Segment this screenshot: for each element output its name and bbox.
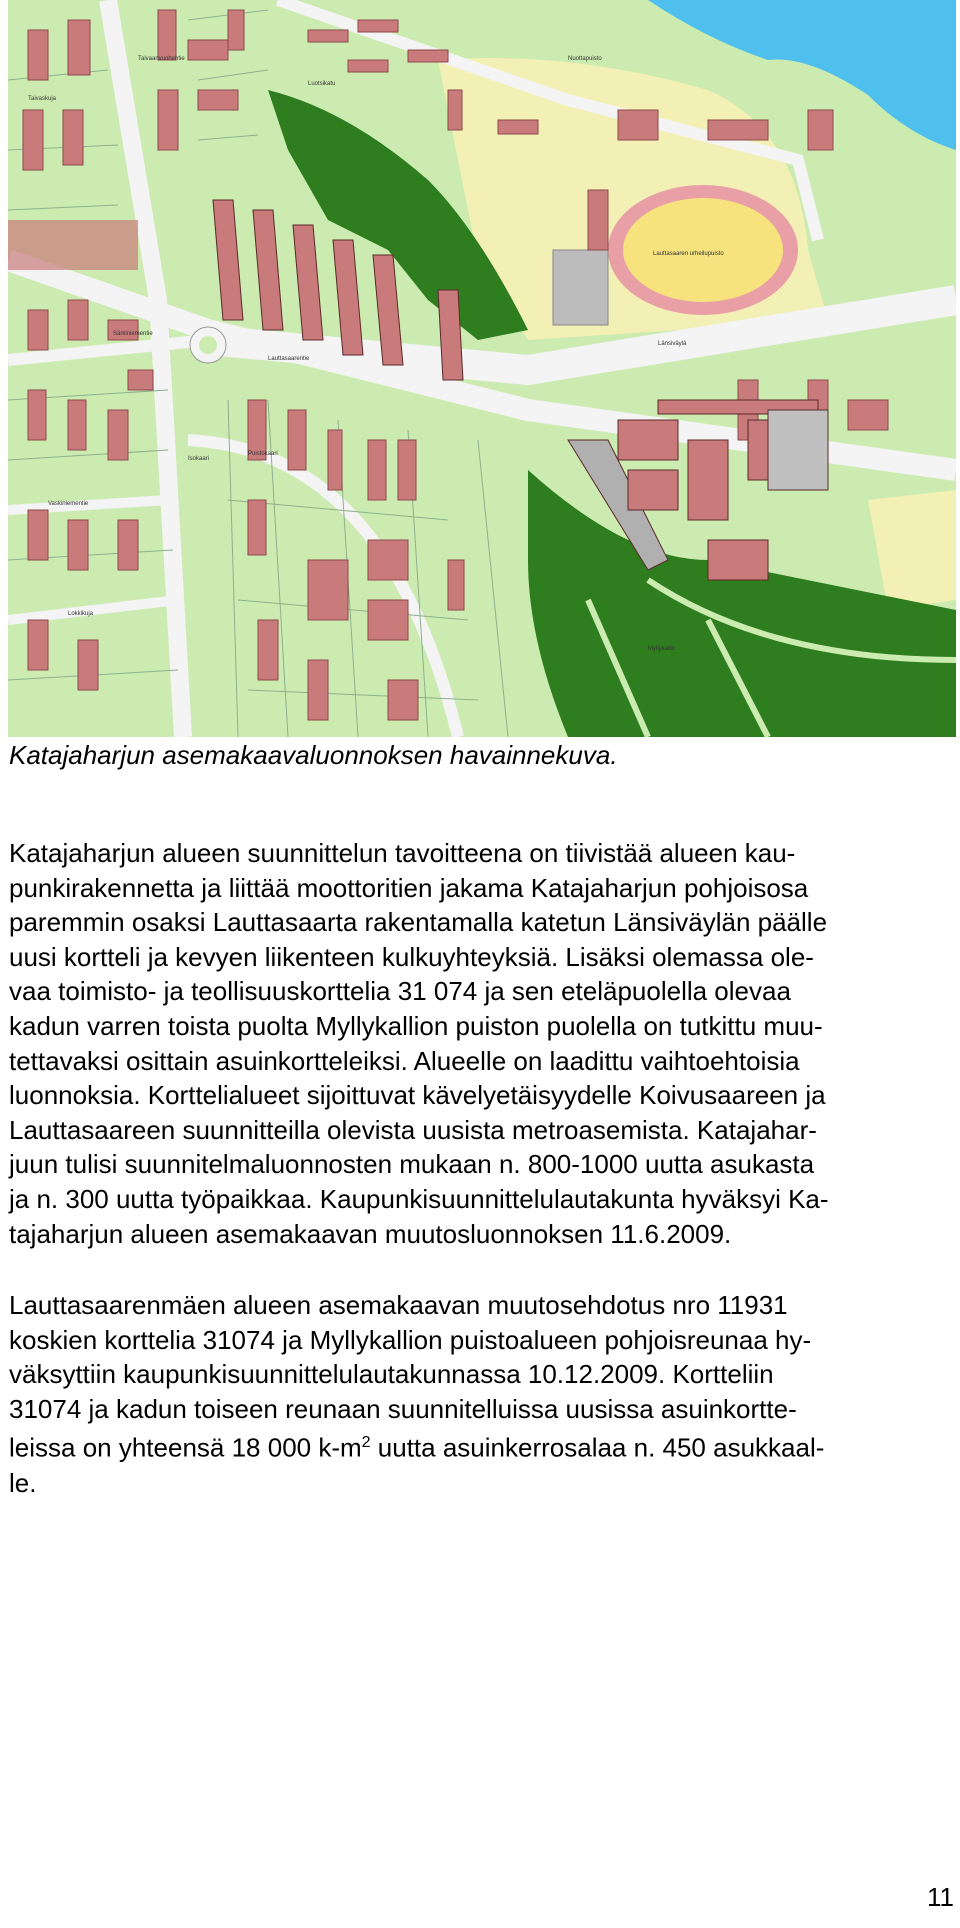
map-label: Isokaari — [188, 456, 210, 462]
text-line — [9, 1426, 953, 1465]
text-line: 31074 ja kadun toiseen reunaan suunnitelluissa uusissa asuinkortte- — [9, 1393, 797, 1424]
tennis-courts — [553, 250, 608, 325]
map-label: Lauttasaarentie — [268, 356, 310, 362]
text-line: le. — [9, 1467, 37, 1498]
text-line: ja n. 300 uutta työpaikkaa. Kaupunkisuunnittelulautakunta hyväksyi Ka- — [9, 1183, 829, 1214]
tunnel-block — [8, 220, 138, 270]
text-line: juun tulisi suunnitelmaluonnosten mukaan n. 800-1000 uutta asukasta — [9, 1149, 815, 1180]
paragraph-1 — [9, 836, 953, 1251]
text-line: paremmin osaksi Lauttasaarta rakentamalla katetun Länsiväylän päälle — [9, 907, 828, 938]
map-label: Taivaanvuohentie — [138, 56, 185, 62]
map-label: Lokkikuja — [68, 611, 94, 617]
text-line: Lauttasaarenmäen alueen asemakaavan muutosehdotus nro 11931 — [9, 1290, 788, 1320]
map-label: Luotsikatu — [308, 81, 336, 87]
superscript-2: 2 — [361, 1434, 371, 1452]
site-plan-map — [8, 0, 956, 737]
text-line: kadun varren toista puolta Myllykallion puiston puolella on tutkittu muu- — [9, 1010, 823, 1041]
map-label: Taivaskuja — [28, 96, 57, 102]
text-line: tajaharjun alueen asemakaavan muutosluonnoksen 11.6.2009. — [9, 1218, 732, 1249]
text-line: luonnoksia. Korttelialueet sijoittuvat kävelyetäisyydelle Koivusaareen ja — [9, 1080, 826, 1111]
text-line: uusi kortteli ja kevyen liikenteen kulkuyhteyksiä. Lisäksi olemassa ole- — [9, 941, 814, 972]
map-label: Nuottapuisto — [568, 56, 602, 62]
text-line: Katajaharjun alueen suunnittelun tavoitteena on tiivistää alueen kau- — [9, 838, 796, 868]
page-number: 11 — [927, 1882, 954, 1912]
paragraph-2 — [9, 1288, 953, 1500]
sports-field — [623, 198, 783, 302]
map-label: Myllykallio — [648, 646, 676, 652]
text-line: tettavaksi osittain asuinkortteleiksi. Alueelle on laadittu vaihtoehtoisia — [9, 1045, 800, 1076]
figure-caption: Katajaharjun asemakaavaluonnoksen havainnekuva. — [9, 740, 618, 770]
text-fragment: leissa on yhteensä 18 000 k-m — [9, 1433, 362, 1464]
map-label: Puistokaari — [248, 451, 278, 457]
text-line: väksyttiin kaupunkisuunnittelulautakunnassa 10.12.2009. Kortteliin — [9, 1359, 774, 1390]
map-label: Särkiniementie — [113, 331, 153, 337]
text-fragment: uutta asuinkerrosalaa n. 450 asukkaal- — [370, 1433, 825, 1464]
text-line: vaa toimisto- ja teollisuuskorttelia 31 074 ja sen eteläpuolella olevaa — [9, 976, 791, 1007]
map-label: Länsiväylä — [658, 341, 687, 347]
map-label: Lauttasaaren urheilupuisto — [653, 251, 724, 257]
map-label: Vaskiniementie — [48, 501, 89, 507]
text-line: punkirakennetta ja liittää moottoritien jakama Katajaharjun pohjoisosa — [9, 872, 809, 903]
text-line: Lauttasaareen suunnitteilla olevista uusista metroasemista. Katajahar- — [9, 1114, 817, 1145]
text-line: koskien korttelia 31074 ja Myllykallion puistoalueen pohjoisreunaa hy- — [9, 1324, 812, 1355]
